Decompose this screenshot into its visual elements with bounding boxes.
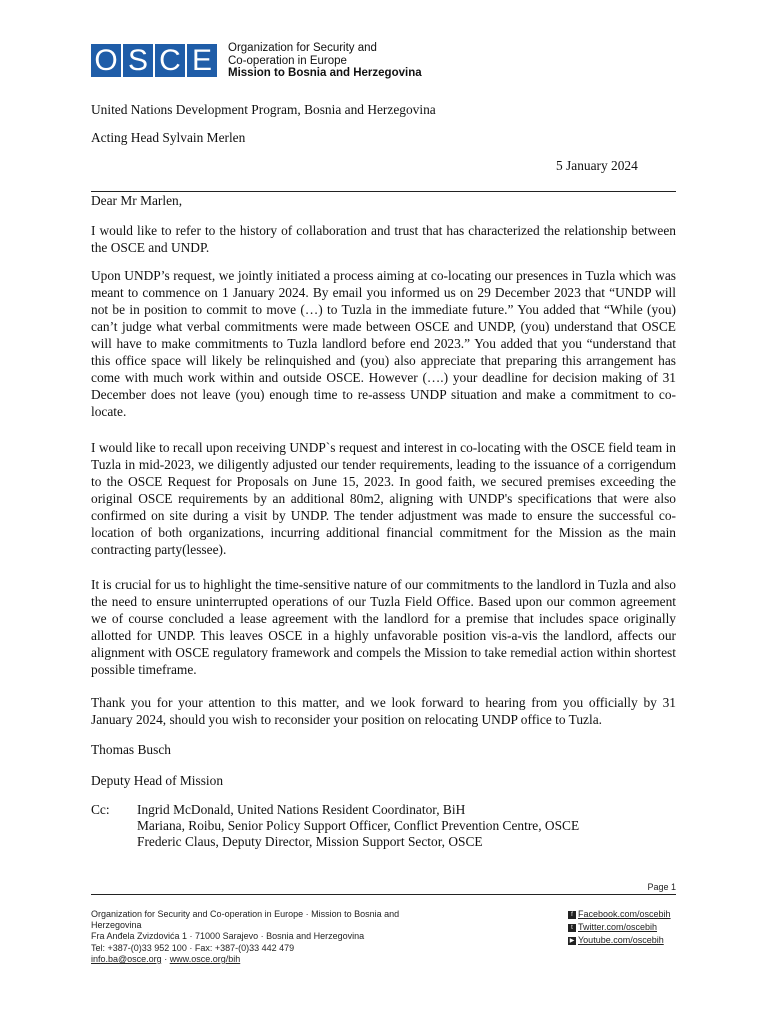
recipient-organization: United Nations Development Program, Bosnia and Herzegovina: [91, 102, 436, 117]
letter-date: 5 January 2024: [556, 158, 638, 173]
cc-item: Ingrid McDonald, United Nations Resident Coordinator, BiH: [137, 802, 466, 817]
logo-letter: E: [187, 44, 217, 77]
paragraph: Upon UNDP’s request, we jointly initiated a process aiming at co-locating our presences in Tuzla which was meant to commence on 1 January 2024. By email you informed us on 29 December 2023 that “UNDP will not be in position to commit to move (…) to Tuzla in the immediate future.” You added that “While (you) can’t judge what verbal commitments were made between OSCE and UNDP, (you) understand that OSCE will have to make commitments to Tuzla landlord before end 2023.” You added that you “understand that this office space will likely be relinquished and (you) also appreciate that preparing this arrangement has come with much work within and outside OSCE. However (….) your deadline for decision making of 31 December does not leave (you) enough time to re-assess UNDP situation and make a commitment to co-locate.: [91, 268, 676, 419]
twitter-link[interactable]: Twitter.com/oscebih: [578, 921, 658, 932]
social-facebook[interactable]: [568, 908, 671, 921]
social-twitter[interactable]: [568, 921, 671, 934]
footer-phone: Tel: +387-(0)33 952 100 · Fax: +387-(0)33 442 479: [91, 942, 295, 953]
footer-org: Organization for Security and Co-operation in Europe · Mission to Bosnia and: [91, 909, 400, 919]
footer-divider: [91, 894, 676, 895]
page-number: Page 1: [647, 882, 676, 892]
organization-name: [228, 42, 422, 80]
osce-logo: [91, 44, 217, 77]
footer-address: [91, 909, 431, 965]
facebook-icon: f: [568, 911, 576, 919]
paragraph: I would like to refer to the history of collaboration and trust that has characterized the relationship between the OSCE and UNDP.: [91, 223, 676, 255]
footer-org: Herzegovina: [91, 920, 142, 931]
footer-contacts: [91, 954, 431, 965]
email-link[interactable]: info.ba@osce.org: [91, 953, 162, 964]
mission-name: Mission to Bosnia and Herzegovina: [228, 67, 422, 79]
recipient-name: Acting Head Sylvain Merlen: [91, 130, 246, 145]
org-line: Organization for Security and: [228, 42, 377, 54]
cc-item: Frederic Claus, Deputy Director, Mission Support Sector, OSCE: [137, 834, 483, 849]
cc-label: Cc:: [91, 802, 110, 817]
logo-letter: O: [91, 44, 121, 77]
social-links: [568, 908, 671, 947]
youtube-link[interactable]: Youtube.com/oscebih: [578, 934, 664, 945]
org-line: Co-operation in Europe: [228, 54, 347, 67]
separator: ·: [161, 953, 170, 964]
paragraph: Thank you for your attention to this matter, and we look forward to hearing from you officially by 31 January 2024, should you wish to reconsider your position on relocating UNDP office to Tuzla.: [91, 695, 676, 727]
paragraph: It is crucial for us to highlight the time-sensitive nature of our commitments to the landlord in Tuzla and also the need to ensure uninterrupted operations of our Tuzla Field Office. Based upon our common agreement we of course concluded a lease agreement with the landlord for a premise that includes space originally allotted for UNDP. This leaves OSCE in a highly unfavorable position vis-a-vis the landlord, affects our alignment with OSCE regulatory framework and compels the Mission to take remedial action within shortest possible timeframe.: [91, 577, 676, 677]
website-link[interactable]: www.osce.org/bih: [169, 953, 241, 964]
paragraph: I would like to recall upon receiving UNDP`s request and interest in co-locating with the OSCE field team in Tuzla in mid-2023, we diligently adjusted our tender requirements, leading to the issuance of a corrigendum to the OSCE Request for Proposals on June 15, 2023. In good faith, we secured premises exceeding the original OSCE requirements by an additional 80m2, aligning with UNDP's specifications that were also confirmed on site during a visit by UNDP. The tender adjustment was made to ensure the successful co-location of both organizations, incurring additional financial commitment for the Mission as the main contracting party(lessee).: [91, 440, 676, 557]
logo-letter: S: [123, 44, 153, 77]
facebook-link[interactable]: Facebook.com/oscebih: [578, 908, 671, 919]
cc-item: Mariana, Roibu, Senior Policy Support Officer, Conflict Prevention Centre, OSCE: [137, 818, 580, 833]
signatory-title: Deputy Head of Mission: [91, 773, 224, 788]
signatory-name: Thomas Busch: [91, 742, 171, 757]
footer-street: Fra Anđela Zvizdovića 1 · 71000 Sarajevo · Bosnia and Herzegovina: [91, 931, 365, 942]
youtube-icon: ▶: [569, 937, 575, 944]
cc-list: [137, 802, 579, 850]
salutation: Dear Mr Marlen,: [91, 193, 183, 208]
twitter-icon: t: [568, 924, 576, 932]
logo-letter: C: [155, 44, 185, 77]
social-youtube[interactable]: [568, 934, 671, 947]
